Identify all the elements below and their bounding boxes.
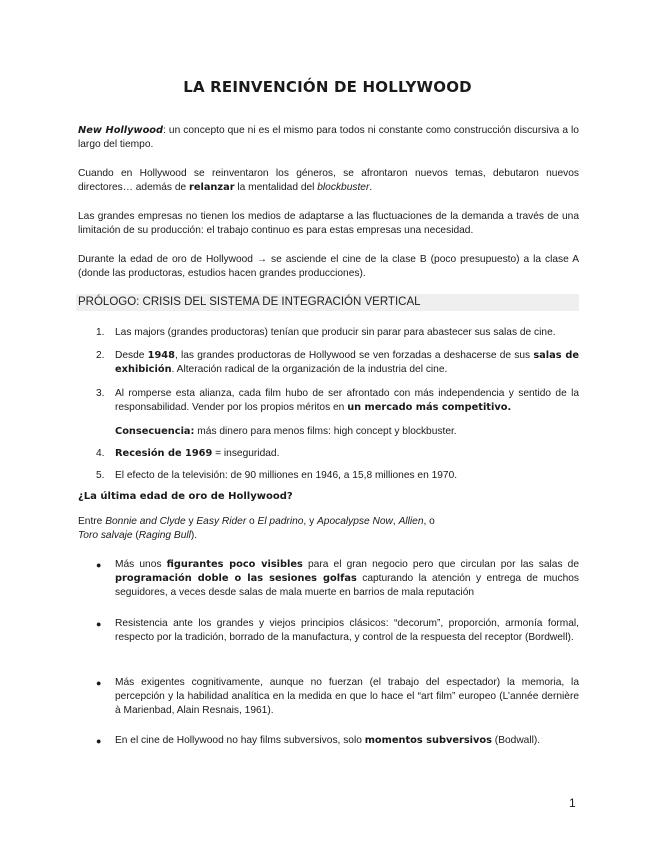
question-heading: ¿La última edad de oro de Hollywood? [78,491,293,502]
section-heading: PRÓLOGO: CRISIS DEL SISTEMA DE INTEGRACIÓN VERTICAL [76,294,579,311]
bullet-item-4: En el cine de Hollywood no hay films subversivos, solo momentos subversivos (Bodwall). [115,735,541,746]
list-item-1: Las majors (grandes productoras) tenían que producir sin parar para abastecer sus salas de cine. [115,327,556,338]
list-number-3: 3. [96,388,105,399]
list-number-1: 1. [96,327,105,338]
list-number-5: 5. [96,470,105,481]
bullet-dot: ● [96,736,102,746]
page-title: LA REINVENCIÓN DE HOLLYWOOD [183,78,472,96]
list-item-4: Recesión de 1969 = inseguridad. [115,448,280,459]
list-number-2: 2. [96,350,105,361]
list-item-3: Al romperse esta alianza, cada film hubo de ser afrontado con más independencia y sentido de la responsabilidad. Vender por los propios méritos en un mercado más competitivo. [115,388,579,414]
list-item-5: El efecto de la televisión: de 90 milliones en 1946, a 15,8 milliones en 1970. [115,470,458,481]
intro-paragraph-2: Cuando en Hollywood se reinventaron los géneros, se afrontaron nuevos temas, debutaron nuevos directores… además de relanzar la mentalidad del blockbuster. [78,168,579,194]
list-item-2: Desde 1948, las grandes productoras de Hollywood se ven forzadas a deshacerse de sus salas de exhibición. Alteración radical de la organización de la industria del cine. [115,350,580,376]
bullet-dot: ● [96,560,102,570]
bullet-dot: ● [96,678,102,688]
list-number-4: 4. [96,448,105,459]
bullet-item-1: Más unos figurantes poco visibles para el gran negocio pero que circulan por las salas de programación doble o las sesiones golfas capturando la atención y entrega de muchos seguidores, a veces desde salas de mala muerte en barrios de mala reputación [115,559,579,599]
page-number: 1 [569,796,576,810]
intro-paragraph-3: Las grandes empresas no tienen los medios de adaptarse a las fluctuaciones de la demanda a través de una limitación de su producción: el trabajo continuo es para estas empresas una necesidad. [78,211,579,237]
films-paragraph: Entre Bonnie and Clyde y Easy Rider o El padrino, y Apocalypse Now, Allien, o Toro salvaje (Raging Bull). [78,516,435,542]
intro-paragraph-1: New Hollywood: un concepto que ni es el mismo para todos ni constante como construcción discursiva a lo largo del tiempo. [78,125,579,151]
bullet-item-2: Resistencia ante los grandes y viejos principios clásicos: “decorum”, proporción, armonía formal, respecto por la tradición, borrado de la manufactura, y control de la respuesta del receptor (Bordwell). [115,618,579,644]
intro-paragraph-4: Durante la edad de oro de Hollywood → se asciende el cine de la clase B (poco presupuesto) a la clase A (donde las productoras, estudios hacen grandes producciones). [78,254,579,280]
bullet-dot: ● [96,619,102,629]
bullet-item-3: Más exigentes cognitivamente, aunque no fuerzan (el trabajo del espectador) la memoria, la percepción y la habilidad analítica en la medida en que lo hace el “art film” europeo (L’année dernière à Marienbad, Alain Resnais, 1961). [115,677,579,717]
term-new-hollywood: New Hollywood [78,125,164,136]
consequence-note: Consecuencia: más dinero para menos films: high concept y blockbuster. [115,426,457,437]
